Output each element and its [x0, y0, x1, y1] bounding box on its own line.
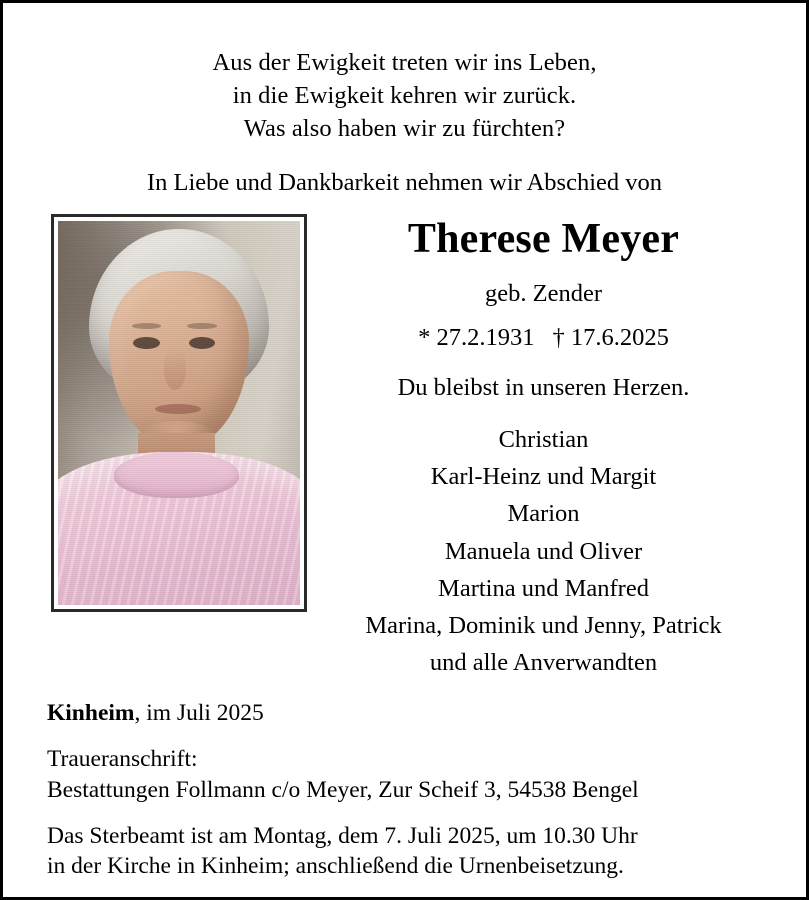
- photo-eye-left: [133, 337, 160, 349]
- photo-brow-left: [132, 323, 161, 329]
- footer-block: [43, 698, 766, 882]
- service-line-1: Das Sterbeamt ist am Montag, dem 7. Juli 2025, um 10.30 Uhr: [47, 823, 638, 850]
- mourning-address-value: Bestattungen Follmann c/o Meyer, Zur Scheif 3, 54538 Bengel: [47, 776, 639, 803]
- intro-line: In Liebe und Dankbarkeit nehmen wir Abschied von: [146, 169, 663, 197]
- birth-date: * 27.2.1931: [418, 324, 535, 352]
- list-item: Marina, Dominik und Jenny, Patrick: [365, 612, 722, 640]
- photo-collar: [114, 452, 240, 498]
- photo-mouth: [155, 404, 201, 414]
- verse-line-2: in die Ewigkeit kehren wir zurück.: [232, 81, 577, 109]
- list-item: Manuela und Oliver: [444, 537, 643, 565]
- list-item: und alle Anverwandten: [429, 649, 658, 677]
- mourning-address-block: [47, 744, 766, 805]
- portrait-frame: [51, 214, 307, 612]
- deceased-text-column: [307, 214, 766, 681]
- list-item: Karl-Heinz und Margit: [430, 463, 657, 491]
- place-name: Kinheim: [47, 699, 135, 726]
- life-dates: [321, 322, 766, 354]
- verse-line-1: Aus der Ewigkeit treten wir ins Leben,: [212, 49, 597, 76]
- list-item: Martina und Manfred: [438, 574, 649, 602]
- service-line-2: in der Kirche in Kinheim; anschließend die Urnenbeisetzung.: [47, 853, 624, 880]
- photo-brow-right: [187, 323, 216, 329]
- notice-inner: [3, 3, 806, 897]
- service-info-block: [47, 821, 766, 881]
- photo-eye-right: [189, 337, 216, 349]
- epitaph: Du bleibst in unseren Herzen.: [397, 374, 690, 402]
- place-and-date: [47, 698, 766, 729]
- list-item: Christian: [498, 425, 589, 453]
- list-item: Marion: [507, 500, 580, 528]
- maiden-name: geb. Zender: [485, 280, 602, 308]
- body-row: [43, 214, 766, 681]
- portrait-photo: [58, 221, 300, 605]
- place-suffix: , im Juli 2025: [134, 699, 264, 726]
- deceased-name: Therese Meyer: [407, 216, 680, 263]
- death-date: † 17.6.2025: [552, 324, 669, 352]
- mourning-address-label: Traueranschrift:: [47, 746, 198, 773]
- verse-line-3: Was also haben wir zu fürchten?: [243, 114, 566, 142]
- mourners-list: [321, 421, 766, 682]
- verse-block: [43, 47, 766, 145]
